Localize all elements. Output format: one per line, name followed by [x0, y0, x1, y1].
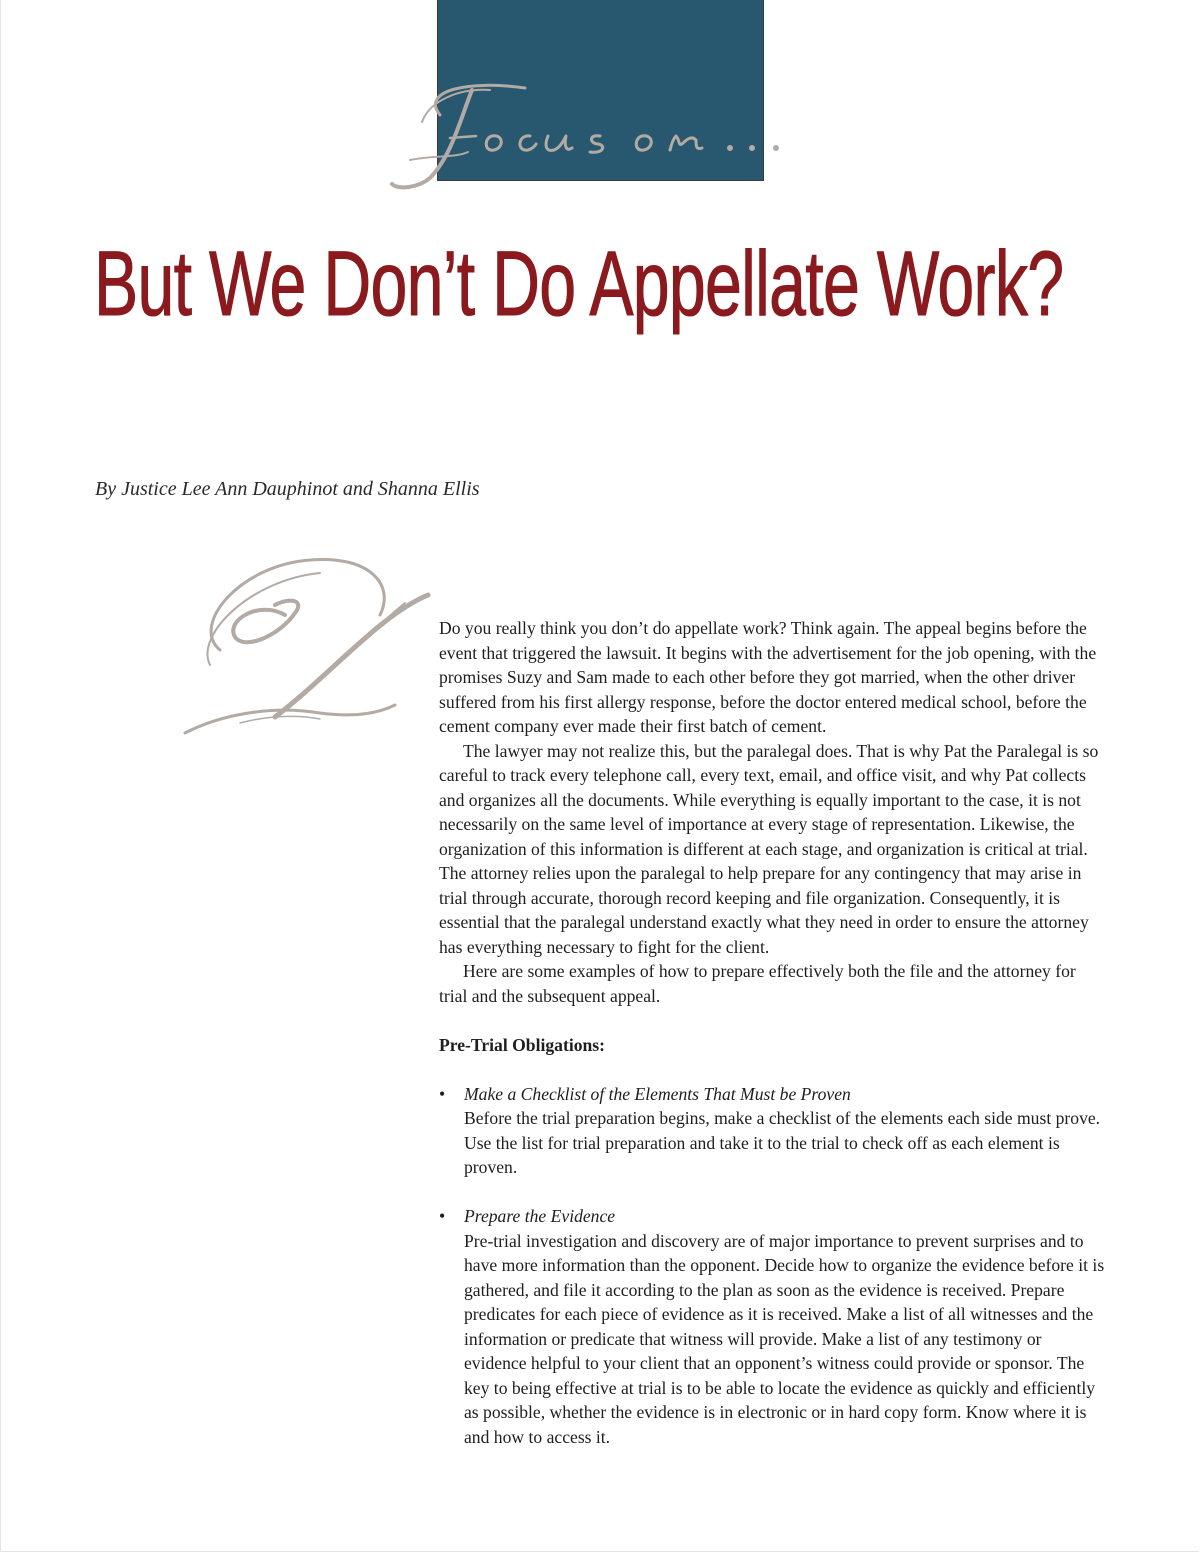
- article-body: [439, 616, 1107, 1474]
- bullet-icon: •: [439, 1206, 446, 1226]
- paragraph: The lawyer may not realize this, but the paralegal does. That is why Pat the Paralegal is so careful to track every telephone call, every text, email, and office visit, and why Pat collects and organizes all the documents. While everything is equally important to the case, it is not necessarily on the same level of importance at every stage of representation. Likewise, the organization of this information is different at each stage, and organization is critical at trial. The attorney relies upon the paralegal to help prepare for any contingency that may arise in trial through accurate, thorough record keeping and file organization. Consequently, it is essential that the paralegal understand exactly what they need in order to ensure the attorney has everything necessary to fight for the client.: [439, 740, 1099, 957]
- list-item: [439, 1082, 1107, 1180]
- bullet-icon: •: [439, 1083, 446, 1104]
- script-d-ornament: [180, 555, 435, 740]
- paragraph: Here are some examples of how to prepare effectively both the file and the attorney for trial and the subsequent appeal.: [439, 961, 1076, 1006]
- section-heading: Pre-Trial Obligations:: [439, 1034, 605, 1055]
- page-title: But We Don’t Do Appellate Work?: [94, 233, 1064, 335]
- list-item-title: Make a Checklist of the Elements That Must be Proven: [464, 1083, 851, 1104]
- list-item: [439, 1204, 1107, 1449]
- focus-script-ornament: [380, 60, 810, 200]
- list-item-title: Prepare the Evidence: [464, 1206, 616, 1226]
- paragraph: Do you really think you don’t do appellate work? Think again. The appeal begins before the event that triggered the lawsuit. It begins with the advertisement for the job opening, with the promises Suzy and Sam made to each other before they got married, when the other driver suffered from his first allergy response, before the doctor entered medical school, before the cement company ever made their first batch of cement.: [439, 618, 1097, 736]
- list-item-text: Before the trial preparation begins, make a checklist of the elements each side must prove. Use the list for trial preparation and take it to the trial to check off as each element is proven.: [464, 1108, 1101, 1177]
- list-item-text: Pre-trial investigation and discovery are of major importance to prevent surprises and to have more information than the opponent. Decide how to organize the evidence before it is gathered, and file it according to the plan as soon as the evidence is received. Prepare predicates for each piece of evidence as it is received. Make a list of all witnesses and the information or predicate that witness will provide. Make a list of any testimony or evidence helpful to your client that an opponent’s witness could provide or sponsor. The key to being effective at trial is to be able to locate the evidence as quickly and efficiently as possible, whether the evidence is in electronic or in hard copy form. Know where it is and how to access it.: [464, 1230, 1105, 1447]
- byline: By Justice Lee Ann Dauphinot and Shanna Ellis: [95, 478, 480, 500]
